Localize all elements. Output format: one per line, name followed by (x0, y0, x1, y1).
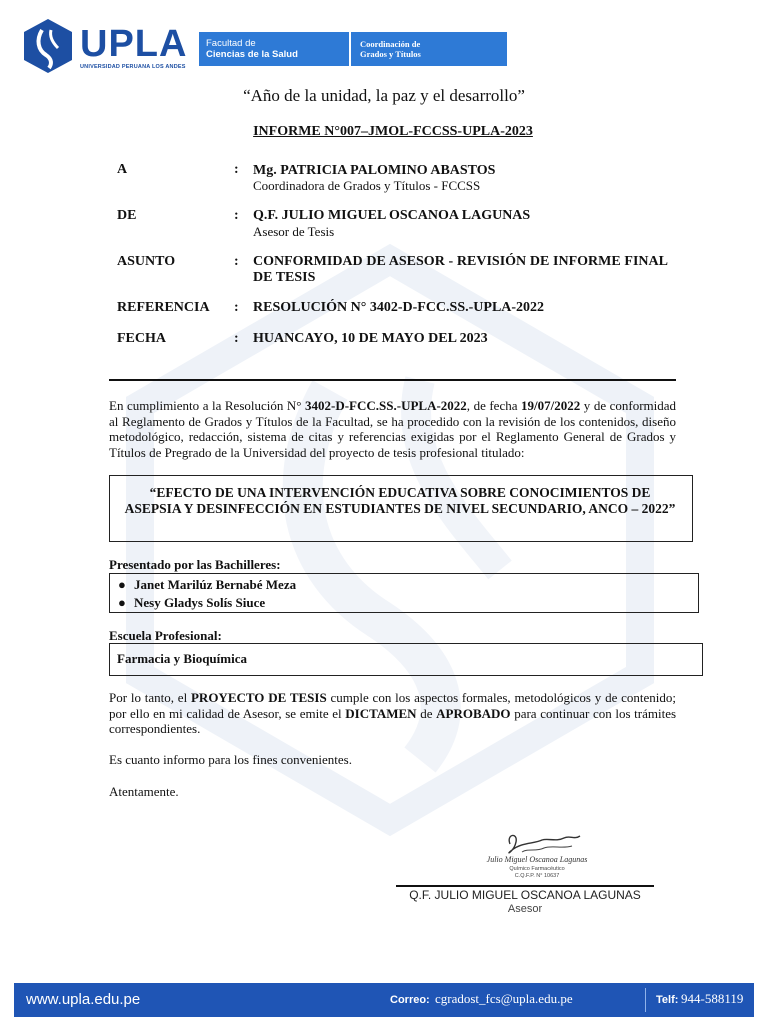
conclusion-text-2: cumple con los aspectos formales, metodológicos y de contenido; por ello en mi calidad de Asesor, se emite el (109, 690, 677, 721)
conclusion-bold-1: PROYECTO DE TESIS (190, 690, 327, 705)
conclusion-bold-2: DICTAMEN (345, 705, 417, 721)
bullet-icon: ● (118, 577, 126, 592)
to-value: Mg. PATRICIA PALOMINO ABASTOS (253, 163, 496, 178)
to-sub: Coordinadora de Grados y Títulos - FCCSS (253, 178, 481, 193)
signature-stamp-icon (452, 830, 622, 882)
date-key: FECHA (117, 331, 166, 346)
from-sub: Asesor de Tesis (253, 224, 335, 239)
student-name: Janet Marilúz Bernabé Meza (134, 577, 297, 592)
signer-name: Q.F. JULIO MIGUEL OSCANOA LAGUNAS (409, 888, 641, 902)
conclusion-text-1: Por lo tanto, el (109, 690, 188, 705)
closing-line-2: Atentamente. (109, 784, 179, 799)
to-colon: : (234, 162, 239, 177)
list-item (118, 577, 296, 593)
reference-value: RESOLUCIÓN N° 3402-D-FCC.SS.-UPLA-2022 (253, 300, 545, 315)
from-key: DE (117, 208, 137, 223)
faculty-banner-text (206, 38, 298, 60)
bullet-icon: ● (118, 595, 126, 610)
faculty-line1: Facultad de (206, 38, 256, 49)
separator-line (109, 379, 676, 381)
faculty-line2: Ciencias de la Salud (206, 49, 298, 60)
signer-role: Asesor (507, 903, 543, 915)
reference-colon: : (234, 300, 239, 315)
from-colon: : (234, 208, 239, 223)
year-motto: “Año de la unidad, la paz y el desarrollo” (243, 86, 525, 105)
footer-email-label: Correo: (390, 994, 430, 1006)
intro-text-1: En cumplimiento a la Resolución N° (109, 398, 302, 413)
coordination-banner-text (360, 39, 421, 59)
school-value: Farmacia y Bioquímica (117, 651, 247, 666)
footer-website: www.upla.edu.pe (26, 991, 141, 1008)
student-name: Nesy Gladys Solís Siuce (134, 595, 266, 610)
date-colon: : (234, 331, 239, 346)
conclusion-text-4: para continuar con los trámites correspondientes. (109, 705, 677, 736)
coord-line2: Grados y Títulos (360, 49, 421, 59)
upla-logo-text: UPLA (80, 23, 188, 65)
intro-resolution: 3402-D-FCC.SS.-UPLA-2022 (305, 398, 467, 413)
upla-logo-subtitle: UNIVERSIDAD PERUANA LOS ANDES (80, 64, 186, 70)
footer-phone-label: Telf: (656, 994, 679, 1006)
subject-value: CONFORMIDAD DE ASESOR - REVISIÓN DE INFORME FINAL DE TESIS (253, 254, 668, 285)
intro-text-3: y de conformidad al Reglamento de Grados y Títulos de la Facultad, se ha procedido con la revisión de los contenidos, diseño metodológico, redacción, sistema de citas y referencias exigidas por el Reglamento General de Grados y Títulos de Pregrado de la Universidad del proyecto de tesis profesional titulado: (109, 398, 677, 460)
stamp-role: Químico Farmacéutico (509, 866, 565, 872)
footer-phone: 944-588119 (681, 991, 744, 1006)
thesis-title: “EFECTO DE UNA INTERVENCIÓN EDUCATIVA SOBRE CONOCIMIENTOS DE ASEPSIA Y DESINFECCIÓN EN ESTUDIANTES DE NIVEL SECUNDARIO, ANCO – 2022” (124, 485, 676, 516)
stamp-cqfp: C.Q.F.P. N° 10637 (514, 873, 560, 879)
subject-key: ASUNTO (117, 254, 176, 269)
footer-divider (645, 988, 646, 1012)
intro-text-2: , de fecha (466, 398, 518, 413)
reference-key: REFERENCIA (117, 300, 210, 315)
intro-paragraph (109, 398, 676, 460)
signature-line (396, 885, 654, 887)
list-item (118, 595, 265, 611)
school-label: Escuela Profesional: (109, 628, 222, 643)
intro-date: 19/07/2022 (521, 398, 581, 413)
conclusion-bold-3: APROBADO (436, 705, 511, 721)
presented-label: Presentado por las Bachilleres: (109, 557, 281, 572)
footer-email: cgradost_fcs@upla.edu.pe (435, 991, 573, 1006)
upla-logo-icon (22, 18, 74, 74)
conclusion-paragraph (109, 690, 676, 737)
coord-line1: Coordinación de (360, 39, 421, 49)
closing-line-1: Es cuanto informo para los fines convenientes. (109, 752, 352, 767)
conclusion-text-3: de (420, 705, 433, 721)
date-value: HUANCAYO, 10 DE MAYO DEL 2023 (253, 331, 488, 346)
report-title: INFORME N°007–JMOL-FCCSS-UPLA-2023 (253, 124, 533, 139)
subject-colon: : (234, 254, 239, 269)
to-key: A (117, 162, 128, 177)
from-value: Q.F. JULIO MIGUEL OSCANOA LAGUNAS (253, 208, 531, 223)
stamp-name: Julio Miguel Oscanoa Lagunas (486, 855, 588, 864)
